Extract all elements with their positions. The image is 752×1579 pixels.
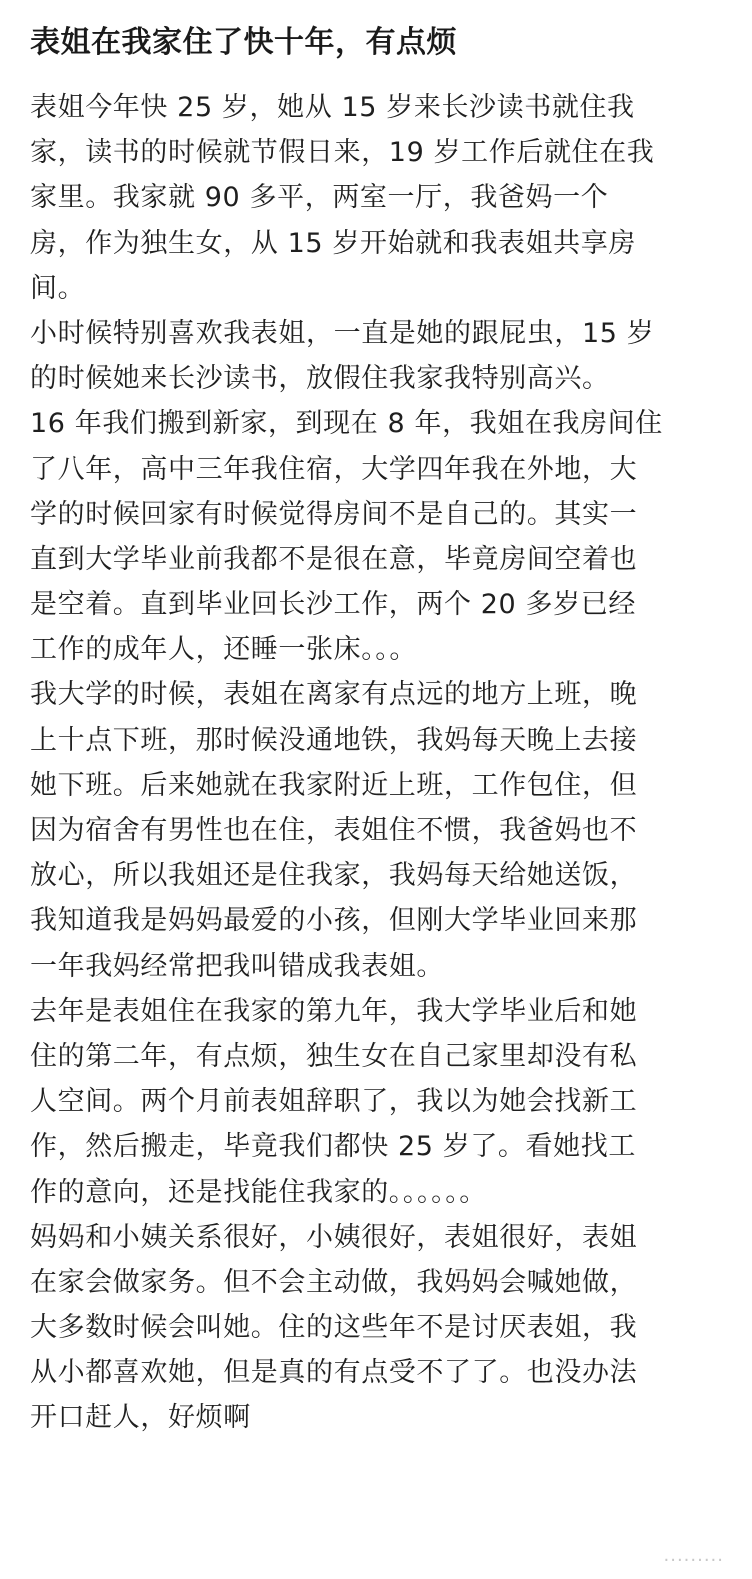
post-container — [30, 0, 730, 1441]
post-body — [30, 85, 730, 1441]
body-line: 开口赶人，好烦啊 — [30, 1402, 251, 1434]
body-line: 放心，所以我姐还是住我家，我妈每天给她送饭， — [30, 860, 638, 892]
body-line: 她下班。后来她就在我家附近上班，工作包住，但 — [30, 769, 638, 801]
body-line: 家，读书的时候就节假日来，19 岁工作后就住在我 — [30, 137, 655, 169]
body-line: 上十点下班，那时候没通地铁，我妈每天晚上去接 — [30, 724, 638, 756]
body-line: 工作的成年人，还睡一张床。。。 — [30, 634, 417, 666]
body-line: 直到大学毕业前我都不是很在意，毕竟房间空着也 — [30, 543, 638, 575]
body-line: 在家会做家务。但不会主动做，我妈妈会喊她做， — [30, 1266, 638, 1298]
body-line: 表姐今年快 25 岁，她从 15 岁来长沙读书就住我 — [30, 92, 635, 123]
body-line: 家里。我家就 90 多平，两室一厅，我爸妈一个 — [30, 182, 609, 214]
body-line: 我知道我是妈妈最爱的小孩，但刚大学毕业回来那 — [30, 905, 638, 937]
body-line: 作的意向，还是找能住我家的。。。。。。 — [30, 1176, 487, 1208]
watermark: ········· — [663, 1550, 724, 1571]
body-line: 16 年我们搬到新家，到现在 8 年，我姐在我房间住 — [30, 408, 663, 440]
body-line: 学的时候回家有时候觉得房间不是自己的。其实一 — [30, 498, 638, 530]
body-line: 从小都喜欢她，但是真的有点受不了了。也没办法 — [30, 1357, 638, 1389]
body-line: 是空着。直到毕业回长沙工作，两个 20 多岁已经 — [30, 589, 636, 621]
body-line: 妈妈和小姨关系很好，小姨很好，表姐很好，表姐 — [30, 1221, 638, 1253]
body-line: 住的第二年，有点烦，独生女在自己家里却没有私 — [30, 1040, 638, 1072]
body-line: 大多数时候会叫她。住的这些年不是讨厌表姐，我 — [30, 1312, 638, 1344]
body-line: 间。 — [30, 272, 86, 304]
post-title: 表姐在我家住了快十年，有点烦 — [30, 25, 457, 60]
body-line: 去年是表姐住在我家的第九年，我大学毕业后和她 — [30, 995, 638, 1027]
body-line: 我大学的时候，表姐在离家有点远的地方上班，晚 — [30, 679, 638, 711]
body-line: 一年我妈经常把我叫错成我表姐。 — [30, 950, 444, 982]
body-line: 因为宿舍有男性也在住，表姐住不惯，我爸妈也不 — [30, 815, 638, 846]
body-line: 的时候她来长沙读书，放假住我家我特别高兴。 — [30, 363, 610, 395]
body-line: 作，然后搬走，毕竟我们都快 25 岁了。看她找工 — [30, 1131, 636, 1163]
body-line: 房，作为独生女，从 15 岁开始就和我表姐共享房 — [30, 227, 636, 259]
body-line: 人空间。两个月前表姐辞职了，我以为她会找新工 — [30, 1086, 638, 1118]
body-line: 了八年，高中三年我住宿，大学四年我在外地，大 — [30, 453, 638, 485]
body-line: 小时候特别喜欢我表姐，一直是她的跟屁虫，15 岁 — [30, 317, 655, 349]
